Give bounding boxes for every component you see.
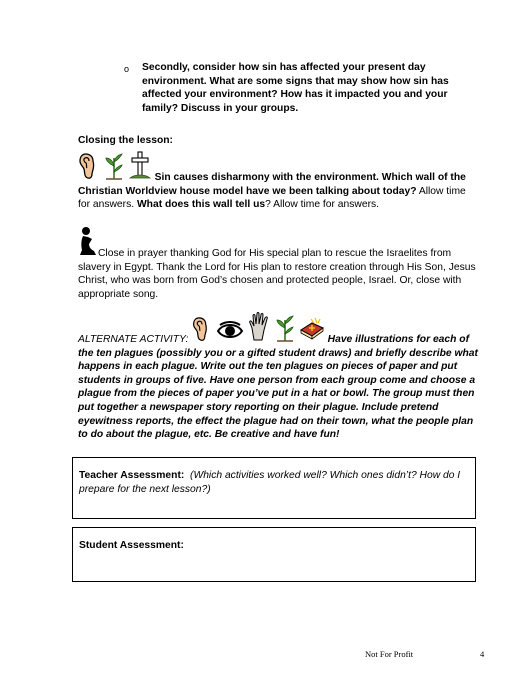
praying-person-icon bbox=[78, 226, 98, 261]
teacher-assessment-prompt: (Which activities worked well? Which ones didn’t? How do I prepare for the next lesson?) bbox=[79, 470, 461, 495]
cross-icon bbox=[128, 150, 152, 185]
closing-p2-text: Close in prayer thanking God for His special plan to rescue the Israelites from slavery in Egypt. Thank the Lord for His plan to restore creation through His Son, Jesus Christ, who was born from God’s chosen and protected people, Israel. Or, close with appropriate song. bbox=[78, 248, 476, 300]
closing-p1-normal: Allow time for answers. bbox=[78, 185, 466, 211]
alternate-activity-text: Have illustrations for each of the ten plagues (possibly you or a gifted student draws) and briefly describe what happens in each plague. Write out the ten plagues on pieces of paper and put students in groups of five. Have one person from each group come and choose a plague from the pieces of paper you’ve put in a hat or bowl. The group must then put together a newspaper story reporting on their plague. Include pretend eyewitness reports, the effect the plague had on their town, what the people plan to do about the plague, etc. Be creative and have fun! bbox=[78, 334, 478, 441]
ear-icon bbox=[78, 152, 100, 185]
closing-heading: Closing the lesson: bbox=[78, 135, 173, 146]
bullet-marker: o bbox=[124, 64, 130, 74]
student-assessment-box[interactable] bbox=[72, 527, 476, 582]
closing-paragraph-2 bbox=[78, 226, 478, 301]
closing-p1-end: ? Allow time for answers. bbox=[265, 199, 380, 211]
sprout-icon bbox=[103, 152, 125, 185]
sprout-icon bbox=[274, 314, 296, 347]
closing-paragraph-1 bbox=[78, 150, 478, 212]
page-number: 4 bbox=[480, 649, 485, 659]
bible-icon bbox=[299, 316, 325, 347]
student-assessment-label: Student Assessment: bbox=[79, 540, 184, 551]
teacher-assessment-label: Teacher Assessment: bbox=[79, 470, 185, 481]
ear-icon bbox=[191, 316, 213, 347]
teacher-assessment-header bbox=[73, 458, 475, 496]
student-assessment-header bbox=[73, 528, 475, 553]
alternate-activity bbox=[78, 312, 478, 442]
teacher-assessment-box[interactable] bbox=[72, 457, 476, 519]
hand-icon bbox=[247, 312, 271, 347]
footer-text: Not For Profit bbox=[365, 649, 414, 659]
eye-icon bbox=[216, 320, 244, 347]
alternate-activity-label: ALTERNATE ACTIVITY: bbox=[78, 334, 189, 345]
discussion-bullet: Secondly, consider how sin has affected your present day environment. What are some signs that may show how sin has affected your environment? How has it impacted you and your family? Discuss in your groups. bbox=[142, 62, 449, 114]
closing-p1-bold: Sin causes disharmony with the environment. Which wall of the Christian Worldview house model have we been talking about today? bbox=[78, 172, 466, 197]
closing-p1-bold2: What does this wall tell us bbox=[136, 199, 266, 211]
